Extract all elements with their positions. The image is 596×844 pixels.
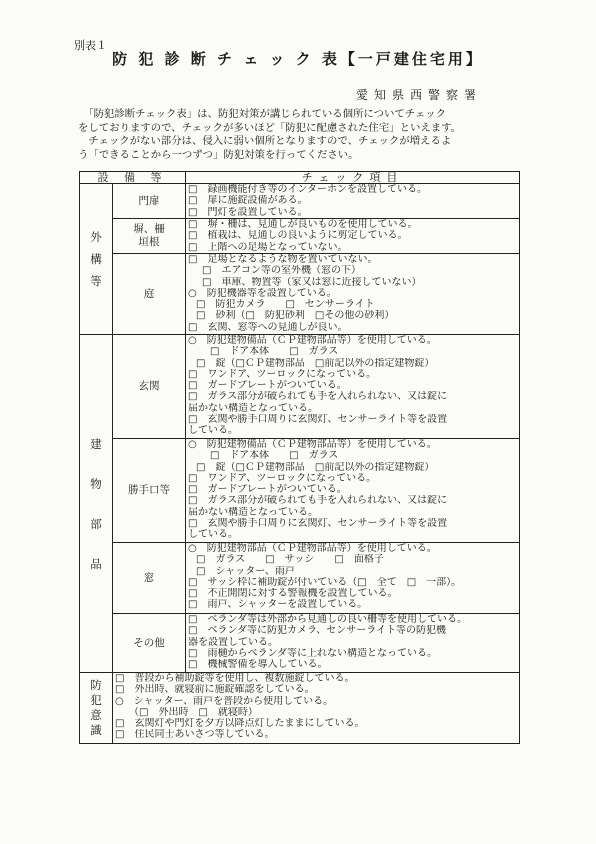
category-fence: 塀、柵 垣根 — [113, 219, 186, 254]
check-item: □ シャッター、雨戸 — [196, 565, 295, 577]
check-item: □ 不正開閉に対する警報機を設置している。 — [188, 588, 398, 600]
check-item: □ 足場となるような物を置いていない。 — [188, 254, 378, 265]
check-item: □ ベランダ等に防犯カメラ、センサーライト等の防犯機 — [188, 625, 446, 637]
category-entrance: 玄関 — [113, 335, 186, 439]
check-item: □ ベランダ等は外部から見通しの良い柵等を使用している。 — [188, 614, 468, 625]
organization-name: 愛知県西警察署 — [356, 88, 483, 102]
section-building: 建物部品 — [80, 335, 113, 673]
check-item: □ 雨戸、シャッターを設置している。 — [188, 599, 368, 611]
check-item: □ 録画機能付き等のインターホンを設置している。 — [188, 184, 428, 195]
table-row-backdoor — [80, 439, 520, 543]
intro-line: う「できることから一つずつ」防犯対策を行ってください。 — [78, 148, 359, 161]
check-item: □ 上階への足場となっていない。 — [188, 241, 348, 253]
check-item: □ 玄関、窓等への見通しが良い。 — [188, 321, 348, 333]
table-row-fence — [80, 219, 520, 254]
gate-checklist — [186, 184, 520, 219]
check-item: □ 玄関や勝手口周りに玄関灯、センサーライト等を設置 — [188, 414, 448, 426]
table-row-garden — [80, 254, 520, 335]
table-row-awareness — [80, 673, 520, 744]
garden-checklist — [186, 254, 520, 335]
table-header-row — [80, 172, 520, 184]
category-window: 窓 — [113, 543, 186, 614]
check-item: □ 住民同士あいさつ等している。 — [115, 729, 275, 741]
check-item: している。 — [188, 529, 238, 541]
intro-line: 「防犯診断チェック表」は、防犯対策が講じられている個所についてチェック — [78, 108, 447, 120]
category-gate: 門扉 — [113, 184, 186, 219]
check-item: 届かない構造となっている。 — [188, 402, 318, 414]
category-garden: 庭 — [113, 254, 186, 335]
check-item: □ 砂利（□ 防犯砂利 □その他の砂利） — [196, 310, 395, 322]
check-item: 器を設置している。 — [188, 636, 278, 648]
check-item: □ 車庫、物置等（家又は窓に近接していない） — [202, 276, 422, 288]
section-exterior: 外構等 — [80, 184, 113, 335]
check-item: □ ドア本体 □ ガラス — [210, 450, 339, 462]
window-checklist — [186, 543, 520, 614]
check-item: ○ 防犯建物備品（ＣＰ建物部品等）を使用している。 — [188, 335, 437, 346]
page-title: 防 犯 診 断 チ ェ ッ ク 表【一戸建住宅用】 — [112, 50, 484, 68]
check-item: （□ 外出時 □ 就寝時） — [129, 706, 258, 718]
fence-checklist — [186, 219, 520, 254]
check-item: □ ガードプレートがついている。 — [188, 380, 347, 392]
check-item: □ ワンドア、ツーロックになっている。 — [188, 472, 377, 484]
awareness-checklist — [113, 673, 520, 744]
check-item: □ ドア本体 □ ガラス — [210, 346, 339, 358]
check-item: □ サッシ枠に補助錠が付いている（□ 全て □ 一部）。 — [188, 576, 462, 588]
intro-line: をしておりますので、チェックが多いほど「防犯に配慮された住宅」といえます。 — [78, 121, 462, 134]
check-item: □ エアコン等の室外機（窓の下） — [202, 265, 361, 277]
other-checklist — [186, 614, 520, 673]
intro-paragraph — [78, 108, 518, 162]
check-item: ○ 防犯建物備品（ＣＰ建物部品等）を使用している。 — [188, 439, 437, 450]
table-row-window — [80, 543, 520, 614]
check-item: ○ シャッター、雨戸を普段から使用している。 — [115, 695, 334, 707]
check-item: ○ 防犯建物部品（ＣＰ建物部品等）を使用している。 — [188, 543, 437, 554]
document-label: 別表１ — [74, 39, 107, 52]
check-item: □ 錠（□ＣＰ建物部品 □前記以外の指定建物錠） — [196, 461, 435, 473]
check-item: □ 玄関や勝手口周りに玄関灯、センサーライト等を設置 — [188, 518, 448, 530]
category-other: その他 — [113, 614, 186, 673]
checklist-table — [79, 171, 520, 744]
header-check-items: チェック項目 — [186, 172, 520, 184]
check-item: □ 塀・柵は、見通しが良いものを使用している。 — [188, 219, 418, 230]
table-row-gate — [80, 184, 520, 219]
table-row-other — [80, 614, 520, 673]
backdoor-checklist — [186, 439, 520, 543]
intro-line: チェックがない部分は、侵入に弱い個所となりますので、チェックが増えるよ — [78, 135, 452, 148]
check-item: □ 防犯カメラ □ センサーライト — [196, 299, 375, 311]
header-facility: 設 備 等 — [80, 172, 186, 184]
table-row-entrance — [80, 335, 520, 439]
check-item: □ ガラス部分が破られても手を入れられない、又は錠に — [188, 391, 448, 403]
check-item: □ ガラス □ サッシ □ 面格子 — [196, 554, 384, 566]
check-item: □ 錠（□ＣＰ建物部品 □前記以外の指定建物錠） — [196, 357, 435, 369]
check-item: □ 外出時、就寝前に施錠確認をしている。 — [115, 684, 315, 696]
check-item: □ 玄関灯や門灯を夕方以降点灯したままにしている。 — [115, 718, 365, 730]
check-item: ○ 防犯機器等を設置している。 — [188, 287, 337, 299]
check-item: □ 植栽は、見通しの良いように剪定している。 — [188, 230, 408, 242]
check-item: している。 — [188, 425, 238, 437]
check-item: □ 扉に施錠設備がある。 — [188, 195, 308, 207]
check-item: □ 雨樋からベランダ等に上れない構造となっている。 — [188, 647, 438, 659]
check-item: □ ガードプレートがついている。 — [188, 484, 347, 496]
check-item: □ 門灯を設置している。 — [188, 206, 308, 218]
check-item: □ 普段から補助錠等を使用し、複数施錠している。 — [115, 673, 355, 684]
entrance-checklist — [186, 335, 520, 439]
section-awareness: 防犯意識 — [80, 673, 113, 744]
check-item: □ ワンドア、ツーロックになっている。 — [188, 368, 377, 380]
check-item: 届かない構造となっている。 — [188, 506, 318, 518]
category-backdoor: 勝手口等 — [113, 439, 186, 543]
check-item: □ 機械警備を導入している。 — [188, 659, 328, 671]
check-item: □ ガラス部分が破られても手を入れられない、又は錠に — [188, 495, 448, 507]
